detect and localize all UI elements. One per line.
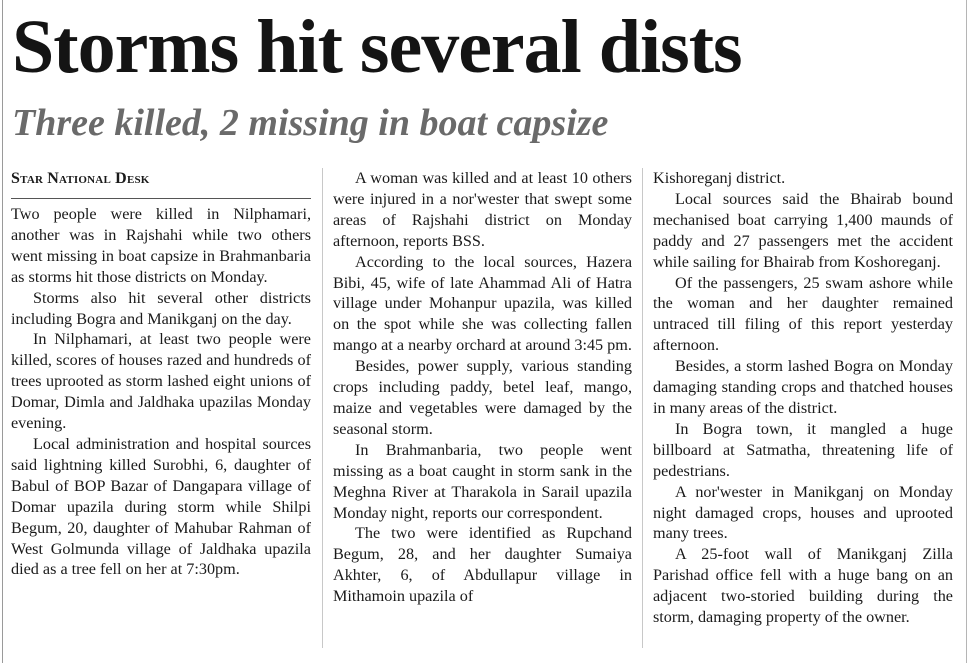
paragraph: Kishoreganj district. <box>653 169 786 187</box>
paragraph: Two people were killed in Nilphamari, another was in Rajshahi while two others went missing in boat capsize in Brahmanbaria as storms hit those districts on Monday. <box>11 205 311 286</box>
paragraph: Local sources said the Bhairab bound mechanised boat carrying 1,400 maunds of paddy and 27 passengers met the accident while sailing for Bhairab from Koshoreganj. <box>653 189 953 271</box>
paragraph: In Bogra town, it mangled a huge billboard at Satmatha, threatening life of pedestrians. <box>653 419 953 480</box>
paragraph: The two were identified as Rupchand Begum, 28, and her daughter Sumaiya Akhter, 6, of Abdullapur village in Mithamoin upazila of <box>333 524 632 606</box>
article-column-3 <box>653 168 953 628</box>
article-column-1 <box>11 168 311 580</box>
paragraph: A 25-foot wall of Manikganj Zilla Parishad office fell with a huge bang on an adjacent two-storied building during the storm, damaging property of the owner. <box>653 545 953 627</box>
paragraph: Besides, a storm lashed Bogra on Monday damaging standing crops and thatched houses in many areas of the district. <box>653 357 953 417</box>
paragraph: Of the passengers, 25 swam ashore while the woman and her daughter remained untraced till filing of this report yesterday afternoon. <box>653 273 953 355</box>
paragraph: Storms also hit several other districts including Bogra and Manikganj on the day. <box>11 288 311 328</box>
article-column-2 <box>333 168 632 607</box>
paragraph: According to the local sources, Hazera Bibi, 45, wife of late Ahammad Ali of Hatra village under Mohanpur upazila, was killed on the spot while she was collecting fallen mango at a nearby orchard at around 3:45 pm. <box>333 252 632 355</box>
paragraph: A nor'wester in Manikganj on Monday night damaged crops, houses and uprooted many trees. <box>653 482 953 543</box>
column-divider <box>642 168 643 648</box>
headline: Storms hit several dists <box>12 5 742 89</box>
subheadline: Three killed, 2 missing in boat capsize <box>12 102 609 144</box>
paragraph: Local administration and hospital sources said lightning killed Surobhi, 6, daughter of Babul of BOP Bazar of Dangapara village of Domar upazila during storm while Shilpi Begum, 20, daughter of Mahubar Rahman of West Golmunda village of Jaldhaka upazila died as a tree fell on her at 7:30pm. <box>11 434 311 579</box>
page-left-border <box>2 0 3 663</box>
paragraph: In Brahmanbaria, two people went missing as a boat caught in storm sank in the Meghna River at Tharakola in Sarail upazila Monday night, reports our correspondent. <box>333 440 632 522</box>
page-right-border <box>966 0 967 663</box>
paragraph: In Nilphamari, at least two people were killed, scores of houses razed and hundreds of trees uprooted as storm lashed eight unions of Domar, Dimla and Jaldhaka upazilas Monday evening. <box>11 330 311 433</box>
paragraph: A woman was killed and at least 10 others were injured in a nor'wester that swept some areas of Rajshahi district on Monday afternoon, reports BSS. <box>333 169 632 250</box>
byline: Star National Desk <box>11 168 311 199</box>
column-divider <box>322 168 323 648</box>
paragraph: Besides, power supply, various standing crops including paddy, betel leaf, mango, maize and vegetables were damaged by the seasonal storm. <box>333 357 632 438</box>
